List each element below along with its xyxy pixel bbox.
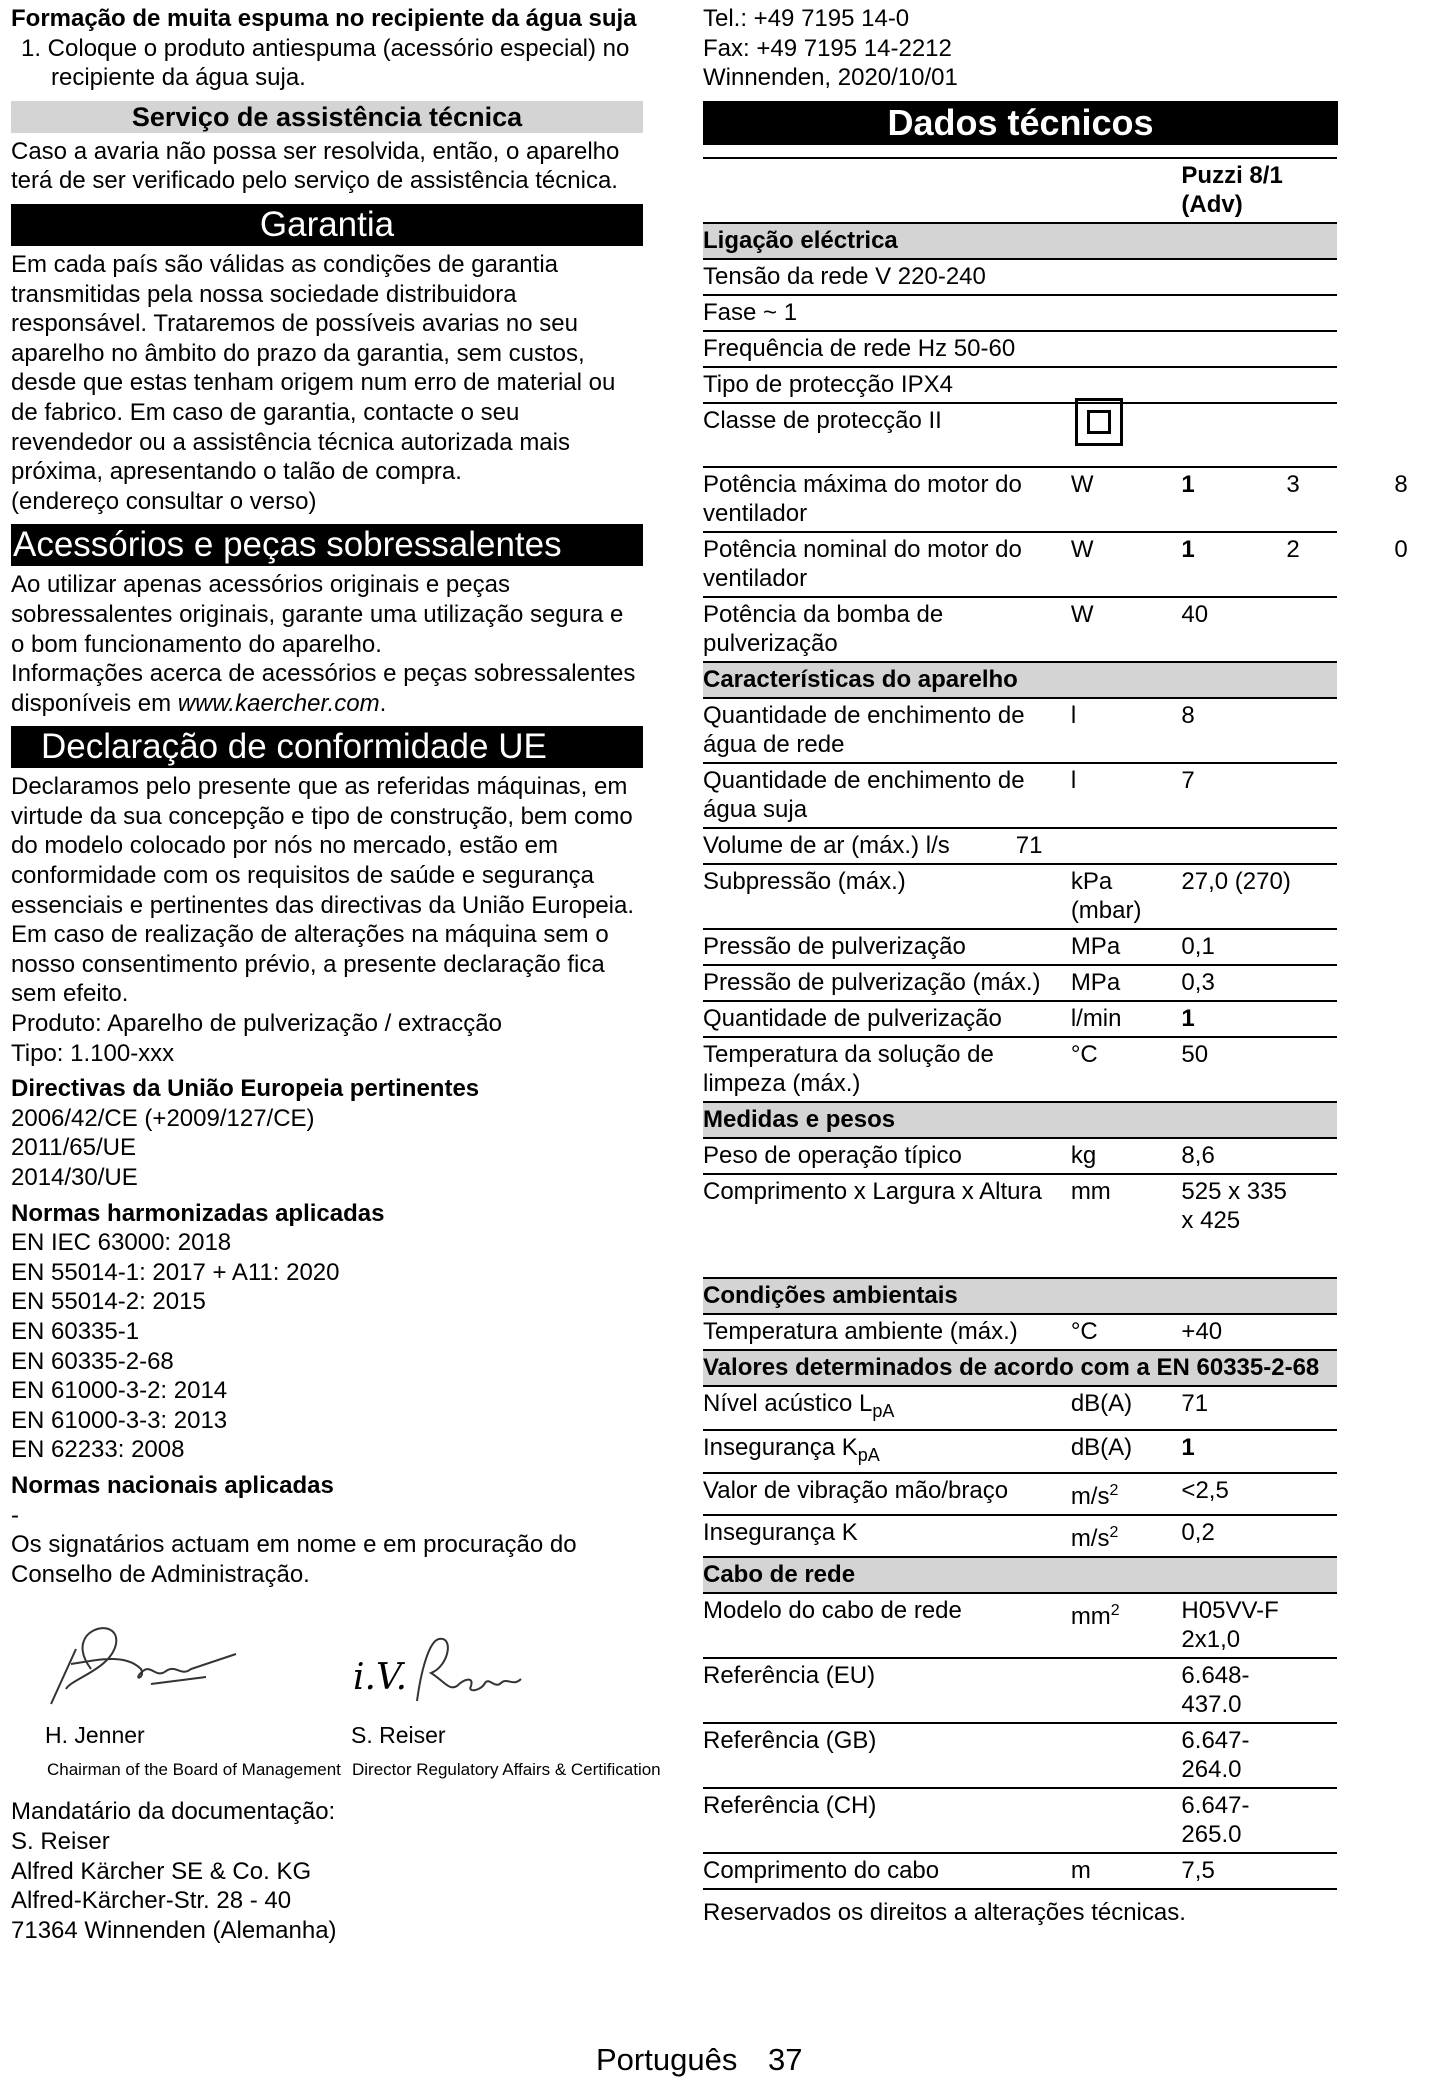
- spray-pressure-unit: MPa: [1071, 929, 1182, 965]
- norms-heading: Normas harmonizadas aplicadas: [11, 1199, 385, 1227]
- spray-pressure-value: 0,1: [1181, 929, 1337, 965]
- weight-unit: kg: [1071, 1138, 1182, 1174]
- section-row: [703, 1350, 1337, 1386]
- nom-power-overflow: 0: [1394, 535, 1408, 563]
- norm-item: EN 61000-3-3: 2013: [11, 1406, 228, 1434]
- voltage-label: Tensão da rede V 220-240: [703, 259, 1337, 295]
- national-value: -: [11, 1501, 19, 1529]
- noise-unit: dB(A): [1071, 1386, 1182, 1430]
- table-row: [703, 864, 1337, 929]
- vib-unc-label: Insegurança K: [703, 1515, 1071, 1557]
- table-row: [703, 1473, 1337, 1515]
- vib-unc-value: 0,2: [1181, 1515, 1337, 1557]
- warranty-note: (endereço consultar o verso): [11, 487, 317, 515]
- address-line: 71364 Winnenden (Alemanha): [11, 1916, 337, 1944]
- noise-label: Nível acústico L: [703, 1389, 873, 1417]
- norm-item: EN 55014-2: 2015: [11, 1288, 206, 1316]
- temp-value: 50: [1181, 1037, 1337, 1102]
- table-row: [703, 259, 1337, 295]
- tel: Tel.: +49 7195 14-0: [703, 5, 910, 32]
- conformity-heading: Declaração de conformidade UE: [11, 726, 643, 768]
- fresh-water-unit: l: [1071, 698, 1182, 763]
- directive-item: 2006/42/CE (+2009/127/CE): [11, 1104, 315, 1132]
- weight-value: 8,6: [1181, 1138, 1337, 1174]
- vacuum-unit: kPa (mbar): [1071, 864, 1182, 929]
- dirty-water-unit: l: [1071, 763, 1182, 828]
- ref-ch-value: 6.647-265.0: [1181, 1788, 1337, 1853]
- model-header: Puzzi 8/1 (Adv): [1181, 158, 1337, 223]
- spray-pressure-label: Pressão de pulverização: [703, 929, 1071, 965]
- signature2-prefix: i.V.: [353, 1657, 408, 1699]
- type-line: Tipo: 1.100-xxx: [11, 1039, 175, 1067]
- reserved-note: Reservados os direitos a alterações técnicas.: [703, 1899, 1186, 1927]
- spray-qty-value: 1: [1181, 1001, 1337, 1037]
- signatures: [11, 1601, 661, 1791]
- noise-unc-value: 1: [1181, 1430, 1337, 1474]
- signature-jenner: [31, 1609, 261, 1719]
- section-row: [703, 1102, 1337, 1138]
- table-row: [703, 929, 1337, 965]
- noise-unc-unit: dB(A): [1071, 1430, 1182, 1474]
- norm-item: EN 62233: 2008: [11, 1436, 185, 1464]
- signature1-title: Chairman of the Board of Management: [47, 1760, 341, 1780]
- accessories-info-text: Informações acerca de acessórios e peças sobressalentes disponíveis em: [11, 660, 636, 717]
- fresh-water-value: 8: [1181, 698, 1337, 763]
- table-row: [703, 597, 1337, 662]
- vib-unc-unit: m/s: [1070, 1525, 1110, 1553]
- norm-item: EN 60335-1: [11, 1317, 140, 1345]
- cable-length-value: 7,5: [1181, 1853, 1337, 1889]
- cable-length-label: Comprimento do cabo: [703, 1853, 1071, 1889]
- size-value: 525 x 335 x 425: [1181, 1174, 1337, 1278]
- place-date: Winnenden, 2020/10/01: [703, 64, 958, 92]
- spray-qty-unit: l/min: [1071, 1001, 1182, 1037]
- footer-language: Português: [596, 2042, 738, 2077]
- vibration-label: Valor de vibração mão/braço: [703, 1473, 1071, 1515]
- ref-ch-label: Referência (CH): [703, 1788, 1071, 1853]
- nom-power-value: 1: [1181, 535, 1195, 563]
- service-text: Caso a avaria não possa ser resolvida, então, o aparelho terá de ser verificado pelo serviço de assistência técnica.: [11, 137, 620, 195]
- table-row: [703, 1853, 1337, 1889]
- noise-value: 71: [1181, 1386, 1337, 1430]
- section-cable: Cabo de rede: [703, 1557, 1337, 1593]
- ref-eu-label: Referência (EU): [703, 1658, 1071, 1723]
- accessories-text: Ao utilizar apenas acessórios originais e peças sobressalentes originais, garante uma utilização segura e o bom funcionamento do aparelho.: [11, 571, 624, 658]
- accessories-info-end: .: [379, 689, 387, 717]
- table-row: [703, 1314, 1337, 1350]
- max-power-label: Potência máxima do motor do ventilador: [703, 467, 1071, 532]
- max-power-overflow: 3: [1286, 470, 1300, 498]
- vacuum-label: Subpressão (máx.): [703, 864, 1071, 929]
- protection-class-label: Classe de protecção II: [703, 406, 942, 434]
- address-line: Alfred Kärcher SE & Co. KG: [11, 1857, 312, 1885]
- weight-label: Peso de operação típico: [703, 1138, 1071, 1174]
- noise-unc-label: Insegurança K: [703, 1433, 858, 1461]
- directive-item: 2014/30/UE: [11, 1164, 138, 1191]
- temp-unit: °C: [1071, 1037, 1182, 1102]
- service-heading: Serviço de assistência técnica: [11, 101, 643, 133]
- pump-power-label: Potência da bomba de pulverização: [703, 597, 1071, 662]
- fresh-water-label: Quantidade de enchimento de água de rede: [703, 698, 1071, 763]
- ambient-temp-unit: °C: [1071, 1314, 1182, 1350]
- max-power-unit: W: [1071, 467, 1182, 532]
- signatories-text: Os signatários actuam em nome e em procuração do Conselho de Administração.: [11, 1531, 577, 1588]
- spray-pressure-max-label: Pressão de pulverização (máx.): [703, 965, 1071, 1001]
- class-ii-icon: [1075, 398, 1123, 446]
- accessories-info: [11, 659, 643, 718]
- dirty-water-label: Quantidade de enchimento de água suja: [703, 763, 1071, 828]
- norm-item: EN 61000-3-2: 2014: [11, 1377, 228, 1405]
- foam-step: 1. Coloque o produto antiespuma (acessório especial) no recipiente da água suja.: [21, 34, 630, 92]
- dirty-water-value: 7: [1181, 763, 1337, 828]
- section-row: [703, 1557, 1337, 1593]
- national-heading: Normas nacionais aplicadas: [11, 1471, 334, 1499]
- nom-power-overflow: 2: [1286, 535, 1300, 563]
- table-row: [703, 403, 1337, 467]
- norm-item: EN 55014-1: 2017 + A11: 2020: [11, 1258, 340, 1286]
- warranty-text: Em cada país são válidas as condições de garantia transmitidas pela nossa sociedade distribuidora responsável. Trataremos de possíveis avarias no seu aparelho no âmbito do prazo da garantia, sem custos, desde que estas tenham origem num erro de material ou de fabrico. Em caso de garantia, contacte o seu revendedor ou a assistência técnica autorizada mais próxima, apresentando o talão de compra.: [11, 250, 616, 486]
- table-row: [703, 763, 1337, 828]
- nom-power-unit: W: [1071, 532, 1182, 597]
- signature2-name: S. Reiser: [351, 1722, 446, 1749]
- left-column: [11, 4, 661, 1945]
- spray-pressure-max-value: 0,3: [1181, 965, 1337, 1001]
- section-ambient: Condições ambientais: [703, 1278, 1337, 1314]
- warranty-heading: Garantia: [11, 204, 643, 246]
- protection-type-label: Tipo de protecção IPX4: [703, 367, 1337, 403]
- table-row: [703, 828, 1337, 864]
- table-row: [703, 1515, 1337, 1557]
- conformity-text: Declaramos pelo presente que as referidas máquinas, em virtude da sua concepção e tipo de construção, bem como do modelo colocado por nós no mercado, estão em conformidade com os requisitos de saúde e segurança essenciais e pertinentes das directivas da União Europeia. Em caso de realização de alterações na máquina sem o nosso consentimento prévio, a presente declaração fica sem efeito.: [11, 773, 635, 1008]
- cable-length-unit: m: [1071, 1853, 1182, 1889]
- directive-item: 2011/65/UE: [11, 1134, 136, 1162]
- accessories-heading: Acessórios e peças sobressalentes: [11, 524, 643, 566]
- table-row: [703, 1593, 1337, 1658]
- size-unit: mm: [1071, 1174, 1182, 1278]
- signature-reiser: [409, 1631, 529, 1721]
- frequency-label: Frequência de rede Hz 50-60: [703, 331, 1337, 367]
- section-row: [703, 1278, 1337, 1314]
- vibration-unit: m/s: [1070, 1483, 1110, 1511]
- vacuum-value: 27,0 (270): [1181, 864, 1337, 929]
- cable-model-sup: 2: [1110, 1602, 1120, 1620]
- right-column: [703, 4, 1408, 1928]
- max-power-overflow: 8: [1394, 470, 1408, 498]
- table-row: [703, 1174, 1337, 1278]
- ref-eu-value: 6.648-437.0: [1181, 1658, 1337, 1723]
- section-row: [703, 662, 1337, 698]
- ambient-temp-value: +40: [1181, 1314, 1337, 1350]
- directives-heading: Directivas da União Europeia pertinentes: [11, 1075, 480, 1103]
- spray-pressure-max-unit: MPa: [1071, 965, 1182, 1001]
- foam-title: Formação de muita espuma no recipiente da água suja: [11, 5, 637, 32]
- table-row: [703, 367, 1337, 403]
- contact-block: [703, 4, 1337, 93]
- air-volume-label: Volume de ar (máx.) l/s: [703, 831, 950, 859]
- table-row: [703, 1037, 1337, 1102]
- table-row: [703, 1138, 1337, 1174]
- noise-sub: pA: [872, 1400, 895, 1421]
- phase-label: Fase ~ 1: [703, 295, 1337, 331]
- table-row: [703, 698, 1337, 763]
- norm-item: EN 60335-2-68: [11, 1347, 174, 1375]
- table-row: [703, 1723, 1337, 1788]
- table-row: [703, 331, 1337, 367]
- cable-model-unit: mm: [1070, 1603, 1111, 1631]
- air-volume-value: 71: [1015, 831, 1043, 859]
- section-dimensions: Medidas e pesos: [703, 1102, 1337, 1138]
- section-measured: Valores determinados de acordo com a EN 60335-2-68: [703, 1350, 1337, 1386]
- table-row: [703, 965, 1337, 1001]
- vibration-sup: 2: [1109, 1482, 1119, 1500]
- spray-qty-label: Quantidade de pulverização: [703, 1001, 1071, 1037]
- table-row: [703, 1658, 1337, 1723]
- table-row: [703, 467, 1337, 532]
- kaercher-link[interactable]: www.kaercher.com: [177, 689, 380, 717]
- signature1-name: H. Jenner: [45, 1722, 145, 1749]
- section-device: Características do aparelho: [703, 662, 1337, 698]
- address-line: Alfred-Kärcher-Str. 28 - 40: [11, 1887, 292, 1915]
- signature2-title: Director Regulatory Affairs & Certification: [352, 1760, 661, 1780]
- fax: Fax: +49 7195 14-2212: [703, 34, 952, 62]
- section-row: [703, 223, 1337, 259]
- doc-rep-label: Mandatário da documentação:: [11, 1798, 336, 1826]
- product-line: Produto: Aparelho de pulverização / extracção: [11, 1010, 502, 1038]
- pump-power-value: 40: [1181, 597, 1337, 662]
- noise-unc-sub: pA: [857, 1444, 880, 1465]
- pump-power-unit: W: [1071, 597, 1182, 662]
- table-row: [703, 532, 1337, 597]
- section-electrical: Ligação eléctrica: [703, 223, 1337, 259]
- vib-unc-sup: 2: [1109, 1524, 1119, 1542]
- ambient-temp-label: Temperatura ambiente (máx.): [703, 1314, 1071, 1350]
- ref-gb-value: 6.647-264.0: [1181, 1723, 1337, 1788]
- ref-gb-label: Referência (GB): [703, 1723, 1071, 1788]
- size-label: Comprimento x Largura x Altura: [703, 1174, 1071, 1278]
- table-row: [703, 1386, 1337, 1430]
- table-row: [703, 1430, 1337, 1474]
- nom-power-label: Potência nominal do motor do ventilador: [703, 532, 1071, 597]
- table-row: [703, 295, 1337, 331]
- tech-table: [703, 157, 1408, 1891]
- tech-heading: Dados técnicos: [703, 101, 1338, 145]
- cable-model-label: Modelo do cabo de rede: [703, 1593, 1071, 1658]
- vibration-value: <2,5: [1181, 1473, 1337, 1515]
- table-row: [703, 1788, 1337, 1853]
- table-row: [703, 1001, 1337, 1037]
- page-footer: [596, 2042, 802, 2078]
- address-line: S. Reiser: [11, 1827, 110, 1855]
- table-row: [703, 158, 1337, 223]
- cable-model-value: H05VV-F 2x1,0: [1181, 1593, 1337, 1658]
- page-number: 37: [767, 2042, 803, 2077]
- temp-label: Temperatura da solução de limpeza (máx.): [703, 1037, 1071, 1102]
- max-power-value: 1: [1181, 470, 1195, 498]
- norm-item: EN IEC 63000: 2018: [11, 1229, 232, 1257]
